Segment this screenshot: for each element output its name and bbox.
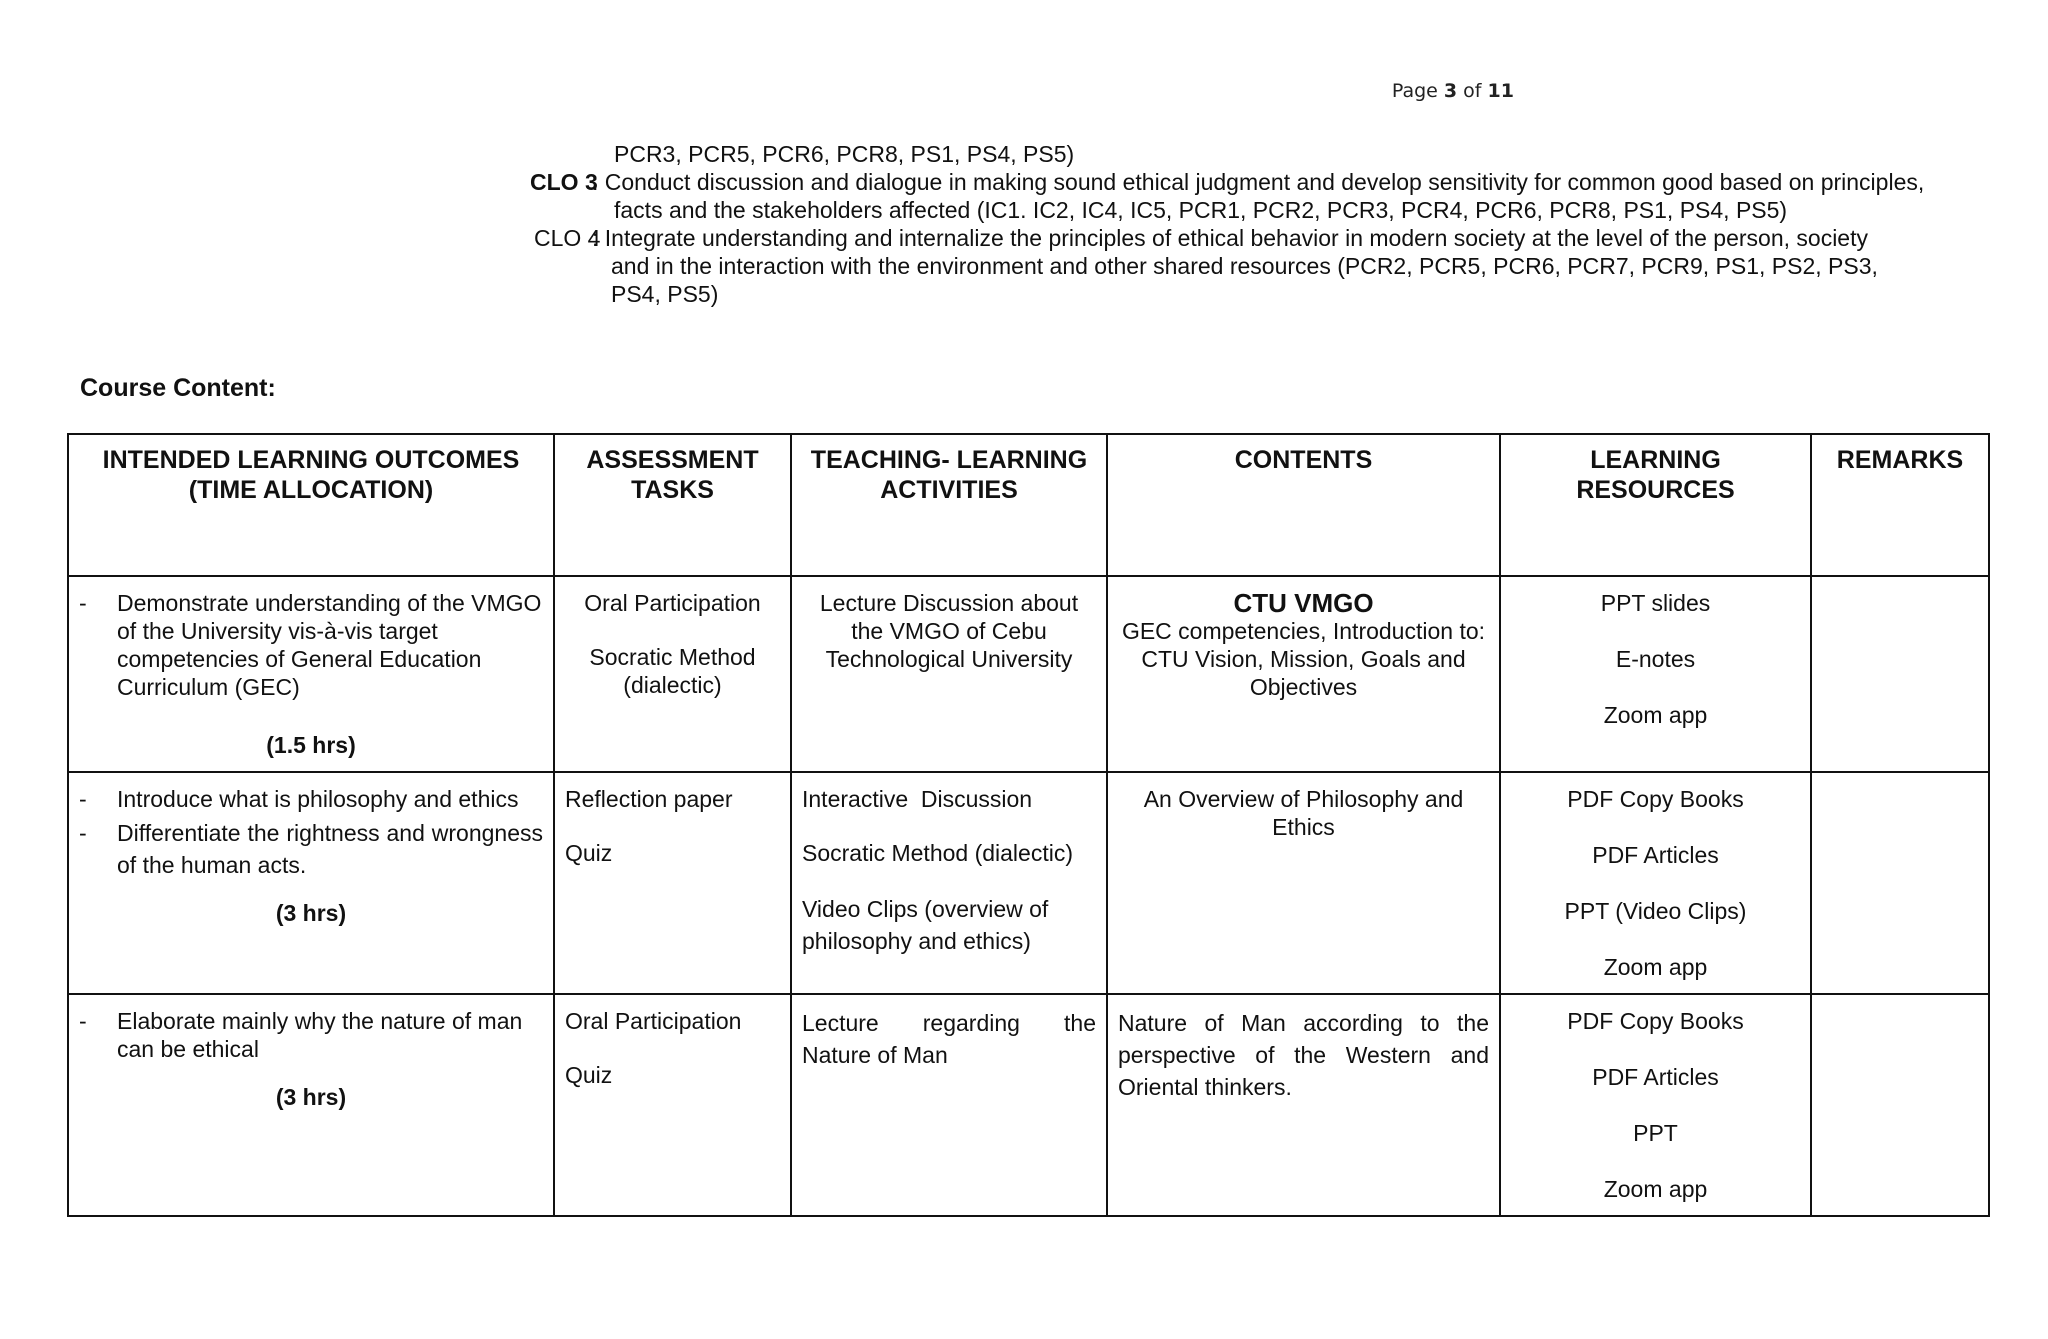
ilo-item: - Demonstrate understanding of the VMGO of the University vis-à-vis target competencies of General Education Curriculum (GEC) — [79, 590, 542, 700]
page-current: 3 — [1443, 80, 1458, 102]
course-content-heading: Course Content: — [80, 374, 276, 402]
resource-item: PPT slides — [1600, 590, 1711, 616]
time-allocation: (3 hrs) — [275, 900, 347, 926]
header-ilo: INTENDED LEARNING OUTCOMES (TIME ALLOCATION) — [68, 434, 554, 576]
resource-item: Zoom app — [1603, 954, 1708, 980]
clo3-text-1: : Conduct discussion and dialogue in making sound ethical judgment and develop sensitivity for common good based on principles, — [592, 169, 1925, 195]
header-remarks: REMARKS — [1811, 434, 1989, 576]
table-header-row — [68, 434, 1989, 576]
page-number — [1392, 80, 1514, 102]
table-row — [68, 772, 1989, 994]
page-of: of — [1463, 80, 1482, 102]
tla-item: Video Clips (overview of philosophy and ethics) — [802, 896, 1049, 954]
tla-item: Socratic Method (dialectic) — [802, 840, 1073, 866]
tla-item: Lecture regarding the Nature of Man — [802, 1010, 1096, 1068]
remarks-cell — [1811, 772, 1989, 994]
assessment-cell — [554, 772, 791, 994]
resource-item: Zoom app — [1603, 702, 1708, 728]
clo3-line1 — [520, 168, 2020, 196]
assessment-item: Oral Participation — [565, 1008, 742, 1034]
resource-item: PPT — [1633, 1120, 1678, 1146]
time-allocation: (1.5 hrs) — [266, 732, 356, 758]
ilo-item: - Introduce what is philosophy and ethics — [79, 786, 519, 812]
header-assessment: ASSESSMENT TASKS — [554, 434, 791, 576]
resource-item: Zoom app — [1603, 1176, 1708, 1202]
clo4-line1 — [520, 224, 2020, 252]
remarks-cell — [1811, 994, 1989, 1216]
resource-item: E-notes — [1615, 646, 1696, 672]
remarks-cell — [1811, 576, 1989, 772]
clo4-text-2: and in the interaction with the environment and other shared resources (PCR2, PCR5, PCR6, PCR7, PCR9, PS1, PS2, PS3, — [611, 253, 1878, 279]
tla-item: Interactive Discussion — [802, 786, 1033, 812]
assessment-item: Socratic Method (dialectic) — [589, 644, 756, 698]
course-content-table — [67, 433, 1990, 1217]
assessment-item: Quiz — [565, 840, 613, 866]
header-resources: LEARNING RESOURCES — [1500, 434, 1811, 576]
tla-cell — [791, 994, 1107, 1216]
header-tla: TEACHING- LEARNING ACTIVITIES — [791, 434, 1107, 576]
tla-cell — [791, 576, 1107, 772]
clo-continuation: PCR3, PCR5, PCR6, PCR8, PS1, PS4, PS5) — [614, 141, 1075, 167]
table-row — [68, 576, 1989, 772]
tla-cell — [791, 772, 1107, 994]
clo4-text-3: PS4, PS5) — [611, 281, 719, 307]
clo-list — [520, 140, 2020, 308]
contents-cell — [1107, 576, 1500, 772]
content-text: An Overview of Philosophy and Ethics — [1143, 786, 1464, 840]
assessment-cell — [554, 994, 791, 1216]
contents-cell — [1107, 994, 1500, 1216]
contents-cell — [1107, 772, 1500, 994]
header-contents: CONTENTS — [1107, 434, 1500, 576]
resources-cell — [1500, 994, 1811, 1216]
resource-item: PDF Copy Books — [1567, 786, 1744, 812]
ilo-cell — [68, 994, 554, 1216]
ilo-cell — [68, 772, 554, 994]
clo4-text-1: : Integrate understanding and internalize the principles of ethical behavior in modern society at the level of the person, society — [592, 225, 1868, 251]
clo3-text-2: facts and the stakeholders affected (IC1. IC2, IC4, IC5, PCR1, PCR2, PCR3, PCR4, PCR6, PCR8, PS1, PS4, PS5) — [614, 197, 1788, 223]
assessment-item: Oral Participation — [584, 590, 761, 616]
page-prefix: Page — [1391, 80, 1438, 102]
content-text: GEC competencies, Introduction to: CTU Vision, Mission, Goals and Objectives — [1121, 618, 1486, 700]
content-text: Nature of Man according to the perspective of the Western and Oriental thinkers. — [1118, 1010, 1489, 1100]
table-row — [68, 994, 1989, 1216]
ilo-item: - Elaborate mainly why the nature of man can be ethical — [79, 1008, 523, 1062]
assessment-cell — [554, 576, 791, 772]
page-total: 11 — [1487, 80, 1514, 102]
ilo-cell — [68, 576, 554, 772]
assessment-item: Quiz — [565, 1062, 613, 1088]
resource-item: PPT (Video Clips) — [1564, 898, 1747, 924]
clo4-label: CLO 4 — [534, 225, 601, 251]
assessment-item: Reflection paper — [565, 786, 733, 812]
resources-cell — [1500, 772, 1811, 994]
ilo-item: - Differentiate the rightness and wrongness of the human acts. — [79, 820, 543, 878]
tla-item: Lecture Discussion about the VMGO of Cebu Technological University — [819, 590, 1079, 672]
clo3-label: CLO 3 — [530, 169, 598, 195]
resource-item: PDF Articles — [1592, 1064, 1719, 1090]
content-title: CTU VMGO — [1233, 588, 1374, 618]
resources-cell — [1500, 576, 1811, 772]
resource-item: PDF Copy Books — [1567, 1008, 1744, 1034]
time-allocation: (3 hrs) — [275, 1084, 347, 1110]
resource-item: PDF Articles — [1592, 842, 1719, 868]
